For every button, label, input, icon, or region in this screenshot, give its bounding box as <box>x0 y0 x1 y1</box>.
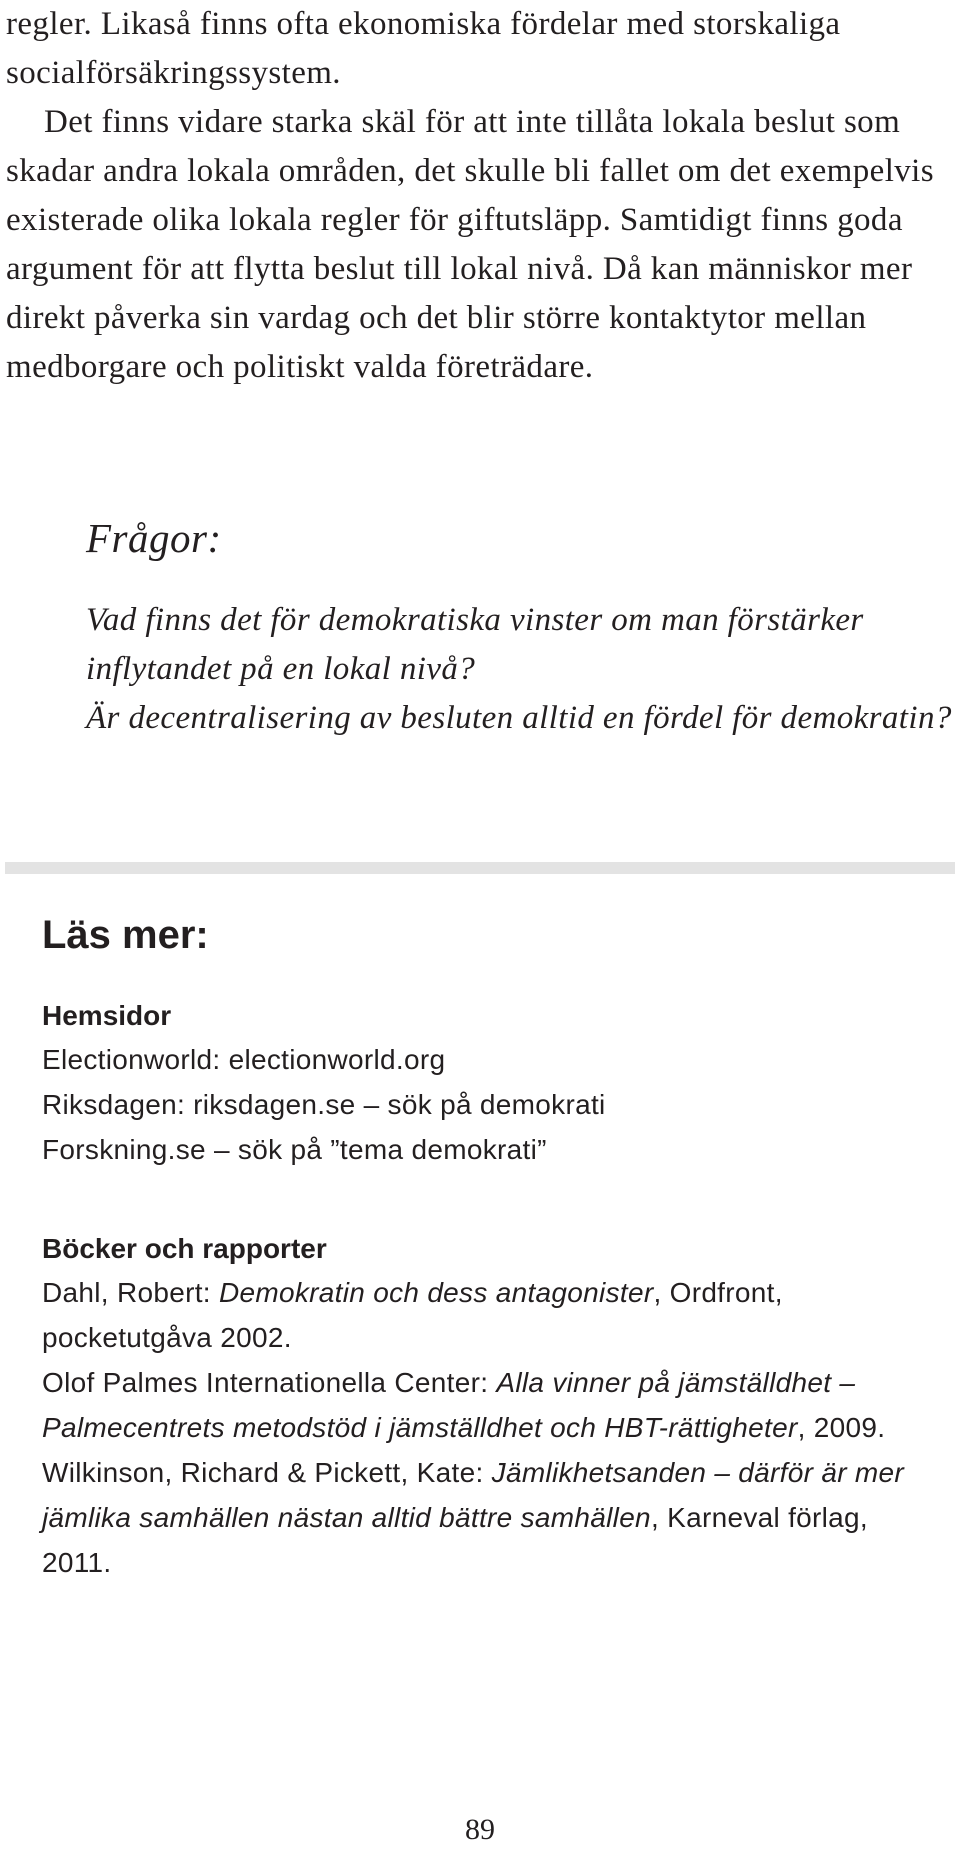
website-entry: Riksdagen: riksdagen.se – sök på demokrati <box>42 1089 606 1120</box>
book-title: Jämlikhetsanden – därför är mer jämlika samhällen nästan alltid bättre samhällen <box>42 1457 905 1533</box>
book-author: Olof Palmes Internationella Center: <box>42 1367 497 1398</box>
body-text <box>6 0 956 392</box>
book-publication: , 2009. <box>797 1412 886 1443</box>
books-heading: Böcker och rapporter <box>42 1233 327 1264</box>
book-entry <box>42 1270 942 1360</box>
body-paragraph: Det finns vidare starka skäl för att inte tillåta lokala beslut som skadar andra lokala områden, det skulle bli fallet om det exempelvis existerade olika lokala regler för giftutsläpp. Samtidigt finns goda argument för att flytta beslut till lokal nivå. Då kan människor mer direkt påverka sin vardag och det blir större kontaktytor mellan medborgare och politiskt valda företrädare. <box>6 104 934 385</box>
book-entry <box>42 1450 942 1585</box>
book-author: Wilkinson, Richard & Pickett, Kate: <box>42 1457 492 1488</box>
questions-heading: Frågor: <box>86 515 222 561</box>
book-title: Demokratin och dess antagonister <box>218 1277 654 1308</box>
read-more-section <box>42 905 942 1585</box>
book-publication: , Ordfront, pocketutgåva 2002. <box>42 1277 783 1353</box>
book-entry <box>42 1360 942 1450</box>
question-item: Är decentralisering av besluten alltid en fördel för demokratin? <box>86 700 952 736</box>
websites-section <box>42 995 942 1172</box>
questions-section <box>86 508 956 743</box>
book-author: Dahl, Robert: <box>42 1277 219 1308</box>
question-item: Vad finns det för demokratiska vinster om man förstärker inflytandet på en lokal nivå? <box>86 602 864 687</box>
read-more-heading: Läs mer: <box>42 913 209 957</box>
book-title: Alla vinner på jämställdhet – Palmecentrets metodstöd i jämställdhet och HBT-rättigheter <box>42 1367 856 1443</box>
section-divider <box>5 862 955 874</box>
questions-list <box>86 596 956 743</box>
website-entry: Forskning.se – sök på ”tema demokrati” <box>42 1134 547 1165</box>
books-section <box>42 1228 942 1585</box>
website-entry: Electionworld: electionworld.org <box>42 1044 446 1075</box>
page-number: 89 <box>465 1813 495 1846</box>
book-publication: , Karneval förlag, 2011. <box>42 1502 869 1578</box>
body-paragraph-continued: regler. Likaså finns ofta ekonomiska fördelar med storskaliga socialförsäkringssystem. <box>6 6 841 91</box>
websites-heading: Hemsidor <box>42 1000 172 1031</box>
